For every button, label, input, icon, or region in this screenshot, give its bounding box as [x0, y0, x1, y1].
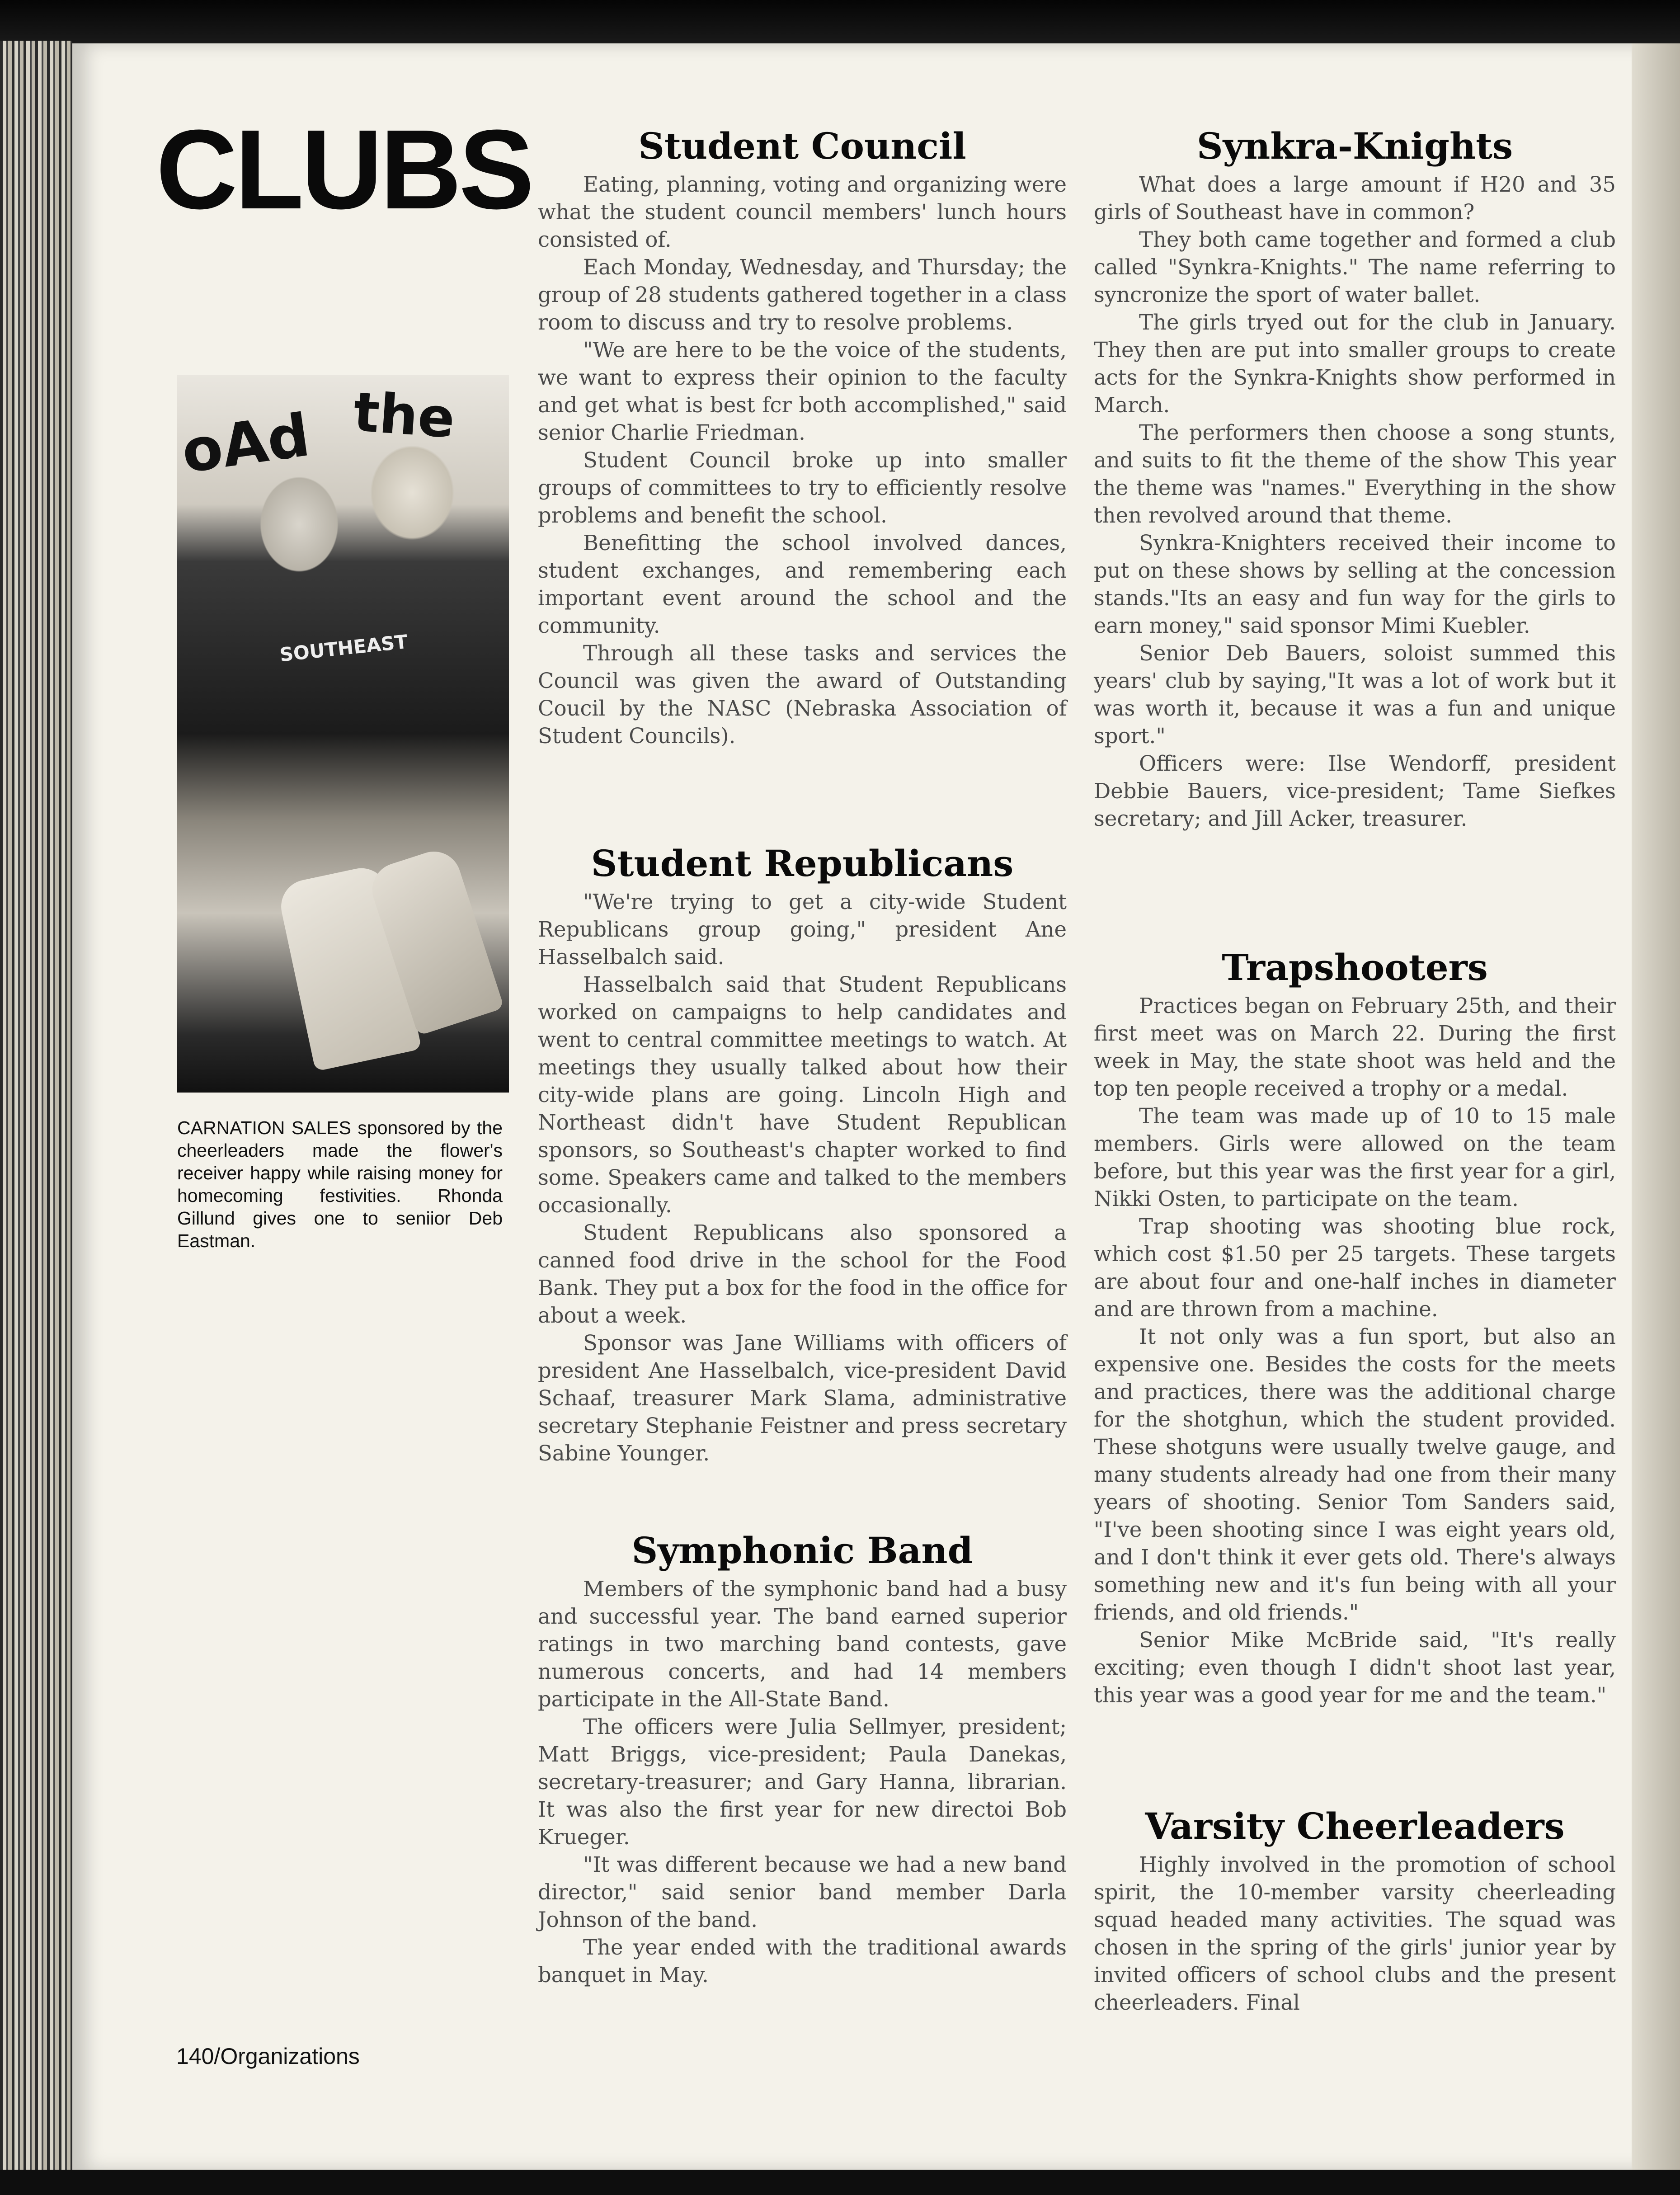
article-paragraph: The officers were Julia Sellmyer, president; Matt Briggs, vice-president; Paula Danekas, secretary-treasurer; and Gary Hanna, librarian. It was also the first year for new directoi Bob Krueger.	[538, 1715, 1067, 1849]
article-paragraph: Benefitting the school involved dances, student exchanges, and remembering each important event around the school and the community.	[538, 531, 1067, 638]
article-paragraph: "It was different because we had a new band director," said senior band member Darla Johnson of the band.	[538, 1852, 1067, 1932]
section-title: CLUBS	[156, 106, 532, 232]
article-paragraph: Sponsor was Jane Williams with officers of president Ane Hasselbalch, vice-president David Schaaf, treasurer Mark Slama, administrative secretary Stephanie Feistner and press secretary Sabine Younger.	[538, 1331, 1067, 1465]
scan-bottom-edge	[0, 2170, 1680, 2195]
scan-top-edge	[0, 0, 1680, 45]
article-paragraph: Members of the symphonic band had a busy and successful year. The band earned superior ratings in two marching band contests, gave numerous concerts, and had 14 members participate in the All-State Band.	[538, 1577, 1067, 1711]
article-student-republicans	[538, 838, 1067, 1467]
article-paragraph: Student Council broke up into smaller groups of committees to try to efficiently resolve problems and benefit the school.	[538, 448, 1067, 528]
article-paragraph: Hasselbalch said that Student Republicans worked on campaigns to help candidates and went to central committee meetings to watch. At meetings they usually talked about how their city-wide plans are going. Lincoln High and Northeast didn't have Student Republican sponsors, so Southeast's chapter worked to find some. Speakers came and talked to the members occasionally.	[538, 972, 1067, 1217]
article-paragraph: Trap shooting was shooting blue rock, which cost $1.50 per 25 targets. These targets are about four and one-half inches in diameter and are thrown from a machine.	[1094, 1214, 1616, 1321]
article-paragraph: Senior Deb Bauers, soloist summed this years' club by saying,"It was a lot of work but it was worth it, because it was a fun and unique sport."	[1094, 641, 1616, 748]
article-paragraph: Officers were: Ilse Wendorff, president Debbie Bauers, vice-president; Tame Siefkes secretary; and Jill Acker, treasurer.	[1094, 751, 1616, 831]
article-varsity-cheerleaders	[1094, 1801, 1616, 2016]
carnation-sales-photo	[177, 375, 509, 1093]
article-heading: Synkra-Knights	[1196, 125, 1513, 167]
article-paragraph: Each Monday, Wednesday, and Thursday; the group of 28 students gathered together in a class room to discuss and try to resolve problems.	[538, 255, 1067, 334]
article-paragraph: "We are here to be the voice of the students, we want to express their opinion to the faculty and get what is best fcr both accomplished," said senior Charlie Friedman.	[538, 338, 1067, 445]
article-paragraph: The girls tryed out for the club in January. They then are put into smaller groups to create acts for the Synkra-Knights show performed in March.	[1094, 310, 1616, 417]
article-paragraph: The team was made up of 10 to 15 male members. Girls were allowed on the team before, but this year was the first year for a girl, Nikki Osten, to participate on the team.	[1094, 1104, 1616, 1211]
article-paragraph: "We're trying to get a city-wide Student Republicans group going," president Ane Hasselbalch said.	[538, 890, 1067, 969]
photo-sweater-lettering: SOUTHEAST	[278, 630, 409, 666]
article-paragraph: Senior Mike McBride said, "It's really exciting; even though I didn't shoot last year, this year was a good year for me and the team."	[1094, 1628, 1616, 1707]
article-synkra-knights	[1094, 121, 1616, 833]
article-paragraph: It not only was a fun sport, but also an expensive one. Besides the costs for the meets and practices, there was the additional charge for the shotghun, which the student provided. These shotguns were usually twelve gauge, and many students already had one from their many years of shooting. Senior Tom Sanders said, "I've been shooting since I was eight years old, and I don't think it ever gets old. There's always something new and it's fun being with all your friends, and old friends."	[1094, 1324, 1616, 1625]
article-trapshooters	[1094, 942, 1616, 1709]
book-binding	[0, 41, 72, 2174]
article-paragraph: Highly involved in the promotion of school spirit, the 10-member varsity cheerleading squad headed many activities. The squad was chosen in the spring of the girls' junior year by invited officers of school clubs and the present cheerleaders. Final	[1094, 1852, 1616, 2015]
page-folio: 140/Organizations	[176, 2044, 360, 2069]
article-heading: Symphonic Band	[631, 1529, 973, 1572]
article-paragraph: Eating, planning, voting and organizing were what the student council members' lunch hours consisted of.	[538, 172, 1067, 252]
article-heading: Student Republicans	[591, 842, 1014, 885]
photo-wall-lettering: oAd	[177, 400, 314, 486]
article-heading: Trapshooters	[1222, 946, 1488, 989]
article-student-council	[538, 121, 1067, 750]
photo-caption: CARNATION SALES sponsored by the cheerleaders made the flower's receiver happy while raising money for homecoming festivities. Rhonda Gillund gives one to seniior Deb Eastman.	[177, 1117, 503, 1251]
article-paragraph: What does a large amount if H20 and 35 girls of Southeast have in common?	[1094, 172, 1616, 224]
photo-wall-lettering: the	[351, 381, 457, 451]
article-paragraph: Practices began on February 25th, and their first meet was on March 22. During the first week in May, the state shoot was held and the top ten people received a trophy or a medal.	[1094, 994, 1616, 1101]
page-edge-shadow	[1632, 43, 1680, 2171]
article-paragraph: Through all these tasks and services the Council was given the award of Outstanding Coucil by the NASC (Nebraska Association of Student Councils).	[538, 641, 1067, 748]
article-paragraph: The performers then choose a song stunts, and suits to fit the theme of the show This year the theme was "names." Everything in the show then revolved around that theme.	[1094, 420, 1616, 528]
article-paragraph: The year ended with the traditional awards banquet in May.	[538, 1935, 1067, 1987]
article-heading: Varsity Cheerleaders	[1145, 1805, 1565, 1847]
article-heading: Student Council	[638, 125, 966, 167]
article-paragraph: Synkra-Knighters received their income to put on these shows by selling at the concession stands."Its an easy and fun way for the girls to earn money," said sponsor Mimi Kuebler.	[1094, 531, 1616, 638]
article-symphonic-band	[538, 1526, 1067, 1989]
article-paragraph: They both came together and formed a club called "Synkra-Knights." The name referring to syncronize the sport of water ballet.	[1094, 227, 1616, 307]
article-paragraph: Student Republicans also sponsored a canned food drive in the school for the Food Bank. They put a box for the food in the office for about a week.	[538, 1220, 1067, 1328]
